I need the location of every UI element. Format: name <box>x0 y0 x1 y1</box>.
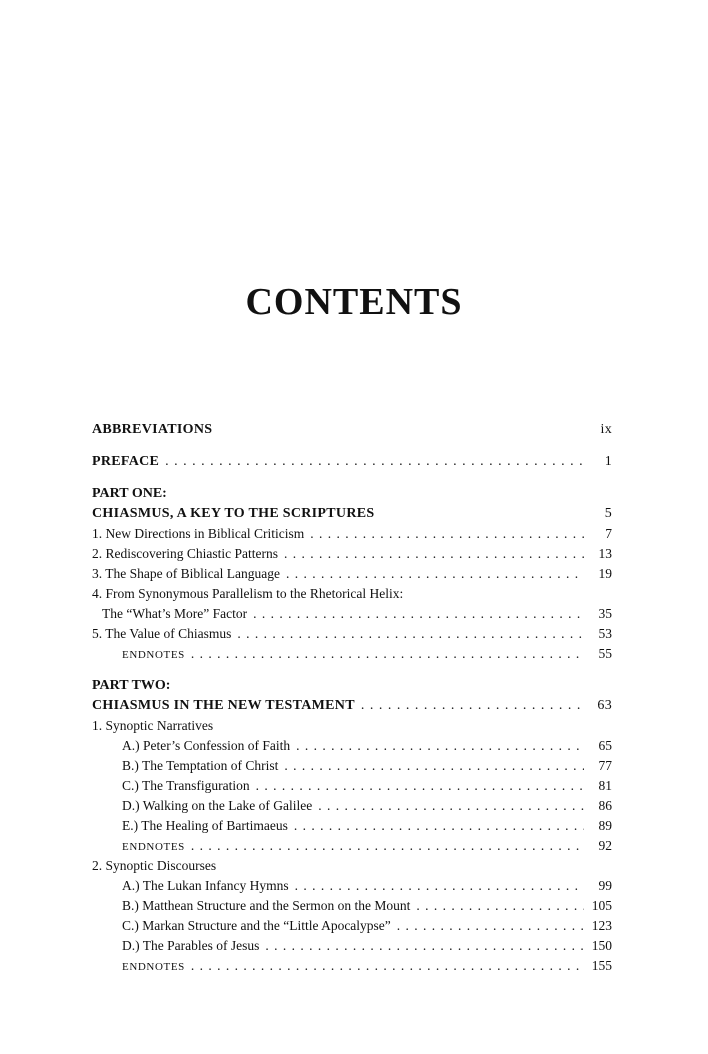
toc-entry-label: D.) Walking on the Lake of Galilee <box>122 798 313 813</box>
toc-entry-label: D.) The Parables of Jesus <box>122 938 260 953</box>
toc-entry-page: 81 <box>598 778 612 793</box>
toc-entry-label: C.) The Transfiguration <box>122 778 250 793</box>
toc-entry-page: 7 <box>605 526 612 541</box>
toc-entry[interactable] <box>92 624 612 644</box>
dot-leader <box>191 836 584 856</box>
toc-entry-page: 86 <box>598 798 612 813</box>
toc-entry-first-line[interactable]: 4. From Synonymous Parallelism to the Rhetorical Helix: <box>92 586 404 601</box>
dot-leader <box>253 604 584 624</box>
toc-entry-page: 53 <box>598 626 612 641</box>
table-of-contents <box>92 420 612 976</box>
toc-entry-page: 63 <box>597 698 612 713</box>
dot-leader <box>237 624 584 644</box>
toc-entry-page: 35 <box>598 606 612 621</box>
dot-leader <box>191 644 584 664</box>
toc-entry-label: PREFACE <box>92 454 160 469</box>
dot-leader <box>397 916 584 936</box>
dot-leader <box>296 736 584 756</box>
toc-entry-label: ENDNOTES <box>122 649 185 661</box>
dot-leader <box>318 796 584 816</box>
dot-leader <box>265 936 584 956</box>
toc-entry-label: 2. Rediscovering Chiastic Patterns <box>92 546 278 561</box>
toc-entry-abbreviations[interactable] <box>92 420 612 440</box>
dot-leader <box>165 452 584 472</box>
toc-entry-page: ix <box>600 422 612 437</box>
toc-entry-page: 77 <box>598 758 612 773</box>
toc-entry-page: 1 <box>604 454 612 469</box>
dot-leader <box>294 816 584 836</box>
toc-entry-endnotes[interactable] <box>92 836 612 856</box>
toc-entry[interactable] <box>92 776 612 796</box>
part-two-heading: PART TWO: <box>92 678 171 693</box>
toc-entry-endnotes[interactable] <box>92 956 612 976</box>
toc-entry[interactable] <box>92 816 612 836</box>
toc-entry[interactable] <box>92 544 612 564</box>
dot-leader <box>284 544 584 564</box>
toc-entry-label: 1. New Directions in Biblical Criticism <box>92 526 305 541</box>
dot-leader <box>286 564 584 584</box>
dot-leader <box>361 696 584 716</box>
dot-leader <box>256 776 584 796</box>
toc-entry-label: CHIASMUS, A KEY TO THE SCRIPTURES <box>92 506 375 521</box>
toc-entry-page: 13 <box>598 546 612 561</box>
toc-entry-page: 5 <box>604 506 612 521</box>
toc-entry-page: 19 <box>598 566 612 581</box>
toc-entry-label: A.) Peter’s Confession of Faith <box>122 738 291 753</box>
toc-entry[interactable] <box>92 796 612 816</box>
toc-entry-label: E.) The Healing of Bartimaeus <box>122 818 288 833</box>
toc-entry-page: 55 <box>598 646 612 661</box>
toc-entry-page: 150 <box>591 938 612 953</box>
toc-entry-label: 3. The Shape of Biblical Language <box>92 566 280 581</box>
section-heading-synoptic-discourses: 2. Synoptic Discourses <box>92 858 217 873</box>
dot-leader <box>416 896 584 916</box>
toc-entry-endnotes[interactable] <box>92 644 612 664</box>
toc-entry-page: 99 <box>598 878 612 893</box>
dot-leader <box>191 956 584 976</box>
toc-entry-label: The “What’s More” Factor <box>102 606 248 621</box>
toc-entry-page: 105 <box>591 898 612 913</box>
toc-entry-part-two[interactable] <box>92 696 612 716</box>
dot-leader <box>310 524 584 544</box>
toc-entry-label: ENDNOTES <box>122 841 185 853</box>
toc-entry-label: B.) The Temptation of Christ <box>122 758 279 773</box>
toc-entry-preface[interactable] <box>92 452 612 472</box>
toc-entry[interactable] <box>92 564 612 584</box>
section-heading-synoptic-narratives: 1. Synoptic Narratives <box>92 718 214 733</box>
toc-entry-label: A.) The Lukan Infancy Hymns <box>122 878 289 893</box>
toc-entry-label: ABBREVIATIONS <box>92 422 213 437</box>
toc-entry-label: ENDNOTES <box>122 961 185 973</box>
toc-entry[interactable] <box>92 876 612 896</box>
toc-entry-label: C.) Markan Structure and the “Little Apocalypse” <box>122 918 391 933</box>
dot-leader <box>284 756 584 776</box>
toc-entry-label: B.) Matthean Structure and the Sermon on the Mount <box>122 898 411 913</box>
part-one-heading: PART ONE: <box>92 486 167 501</box>
toc-entry-page: 65 <box>598 738 612 753</box>
toc-entry[interactable] <box>92 756 612 776</box>
toc-entry[interactable] <box>92 936 612 956</box>
dot-leader <box>295 876 584 896</box>
toc-entry-label: CHIASMUS IN THE NEW TESTAMENT <box>92 698 355 713</box>
toc-entry-page: 123 <box>591 918 612 933</box>
toc-entry-part-one[interactable] <box>92 504 612 524</box>
toc-entry[interactable] <box>92 896 612 916</box>
toc-entry[interactable] <box>92 604 612 624</box>
toc-entry[interactable] <box>92 524 612 544</box>
toc-entry[interactable] <box>92 736 612 756</box>
toc-entry-page: 155 <box>591 958 612 973</box>
toc-entry[interactable] <box>92 916 612 936</box>
toc-entry-page: 92 <box>598 838 612 853</box>
toc-entry-label: 5. The Value of Chiasmus <box>92 626 232 641</box>
toc-entry-page: 89 <box>598 818 612 833</box>
page-title: CONTENTS <box>245 281 463 323</box>
